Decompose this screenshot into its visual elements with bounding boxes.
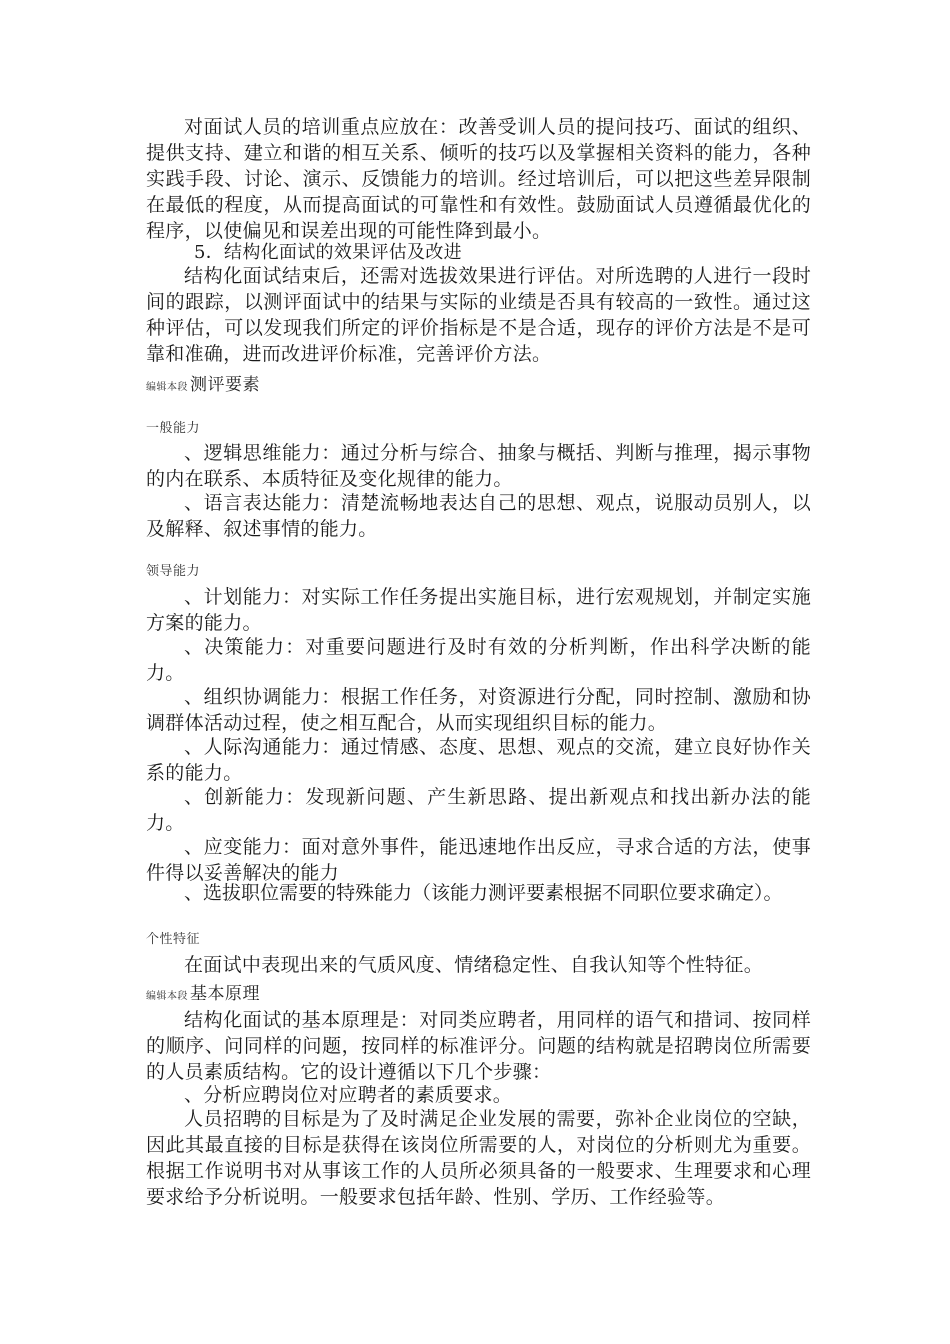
paragraph-organization-ability: 、组织协调能力：根据工作任务，对资源进行分配，同时控制、激励和协调群体活动过程，使之相互配合，从而实现组织目标的能力。 [146, 686, 811, 734]
paragraph-interview-training: 对面试人员的培训重点应放在：改善受训人员的提问技巧、面试的组织、提供支持、建立和谐的相互关系、倾听的技巧以及掌握相关资料的能力，各种实践手段、讨论、演示、反馈能力的培训。经过培训后，可以把这些差异限制在最低的程度，从而提高面试的可靠性和有效性。鼓励面试人员遵循最优化的程序，以使偏见和误差出现的可能性降到最小。 [146, 116, 811, 242]
edit-section-link[interactable]: 编辑本段 [146, 382, 188, 393]
paragraph-adaptability: 、应变能力：面对意外事件，能迅速地作出反应，寻求合适的方法，使事件得以妥善解决的能力 [146, 836, 811, 884]
section-header-evaluation-elements [146, 370, 811, 395]
paragraph-special-ability: 、选拔职位需要的特殊能力（该能力测评要素根据不同职位要求确定）。 [184, 882, 783, 904]
section-title: 测评要素 [190, 375, 260, 395]
label-leadership-ability: 领导能力 [146, 564, 201, 579]
paragraph-analyze-requirements: 、分析应聘岗位对应聘者的素质要求。 [184, 1084, 513, 1106]
paragraph-recruitment-goal: 人员招聘的目标是为了及时满足企业发展的需要，弥补企业岗位的空缺，因此其最直接的目标是获得在该岗位所需要的人，对岗位的分析则尤为重要。根据工作说明书对从事该工作的人员所必须具备的一般要求、生理要求和心理要求给予分析说明。一般要求包括年龄、性别、学历、工作经验等。 [146, 1108, 811, 1208]
paragraph-evaluation: 结构化面试结束后，还需对选拔效果进行评估。对所选聘的人进行一段时间的跟踪，以测评面试中的结果与实际的业绩是否具有较高的一致性。通过这种评估，可以发现我们所定的评价指标是不是合适，现存的评价方法是不是可靠和准确，进而改进评价标准，完善评价方法。 [146, 265, 811, 365]
paragraph-basic-principle: 结构化面试的基本原理是：对同类应聘者，用同样的语气和措词、按同样的顺序、问同样的问题，按同样的标准评分。问题的结构就是招聘岗位所需要的人员素质结构。它的设计遵循以下几个步骤： [146, 1009, 811, 1083]
paragraph-communication-ability: 、人际沟通能力：通过情感、态度、思想、观点的交流，建立良好协作关系的能力。 [146, 736, 811, 784]
label-general-ability: 一般能力 [146, 421, 201, 436]
heading-effect-evaluation: 5．结构化面试的效果评估及改进 [194, 242, 462, 263]
section-title: 基本原理 [190, 984, 260, 1004]
paragraph-language-ability: 、语言表达能力：清楚流畅地表达自己的思想、观点，说服动员别人，以及解释、叙述事情的能力。 [146, 492, 811, 540]
section-header-basic-principle [146, 979, 811, 1004]
paragraph-decision-ability: 、决策能力：对重要问题进行及时有效的分析判断，作出科学决断的能力。 [146, 636, 811, 684]
paragraph-innovation-ability: 、创新能力：发现新问题、产生新思路、提出新观点和找出新办法的能力。 [146, 786, 811, 834]
paragraph-logic-ability: 、逻辑思维能力：通过分析与综合、抽象与概括、判断与推理，揭示事物的内在联系、本质特征及变化规律的能力。 [146, 442, 811, 490]
paragraph-planning-ability: 、计划能力：对实际工作任务提出实施目标，进行宏观规划，并制定实施方案的能力。 [146, 586, 811, 634]
label-personality: 个性特征 [146, 932, 201, 947]
edit-section-link[interactable]: 编辑本段 [146, 991, 188, 1002]
paragraph-personality: 在面试中表现出来的气质风度、情绪稳定性、自我认知等个性特征。 [184, 954, 764, 976]
